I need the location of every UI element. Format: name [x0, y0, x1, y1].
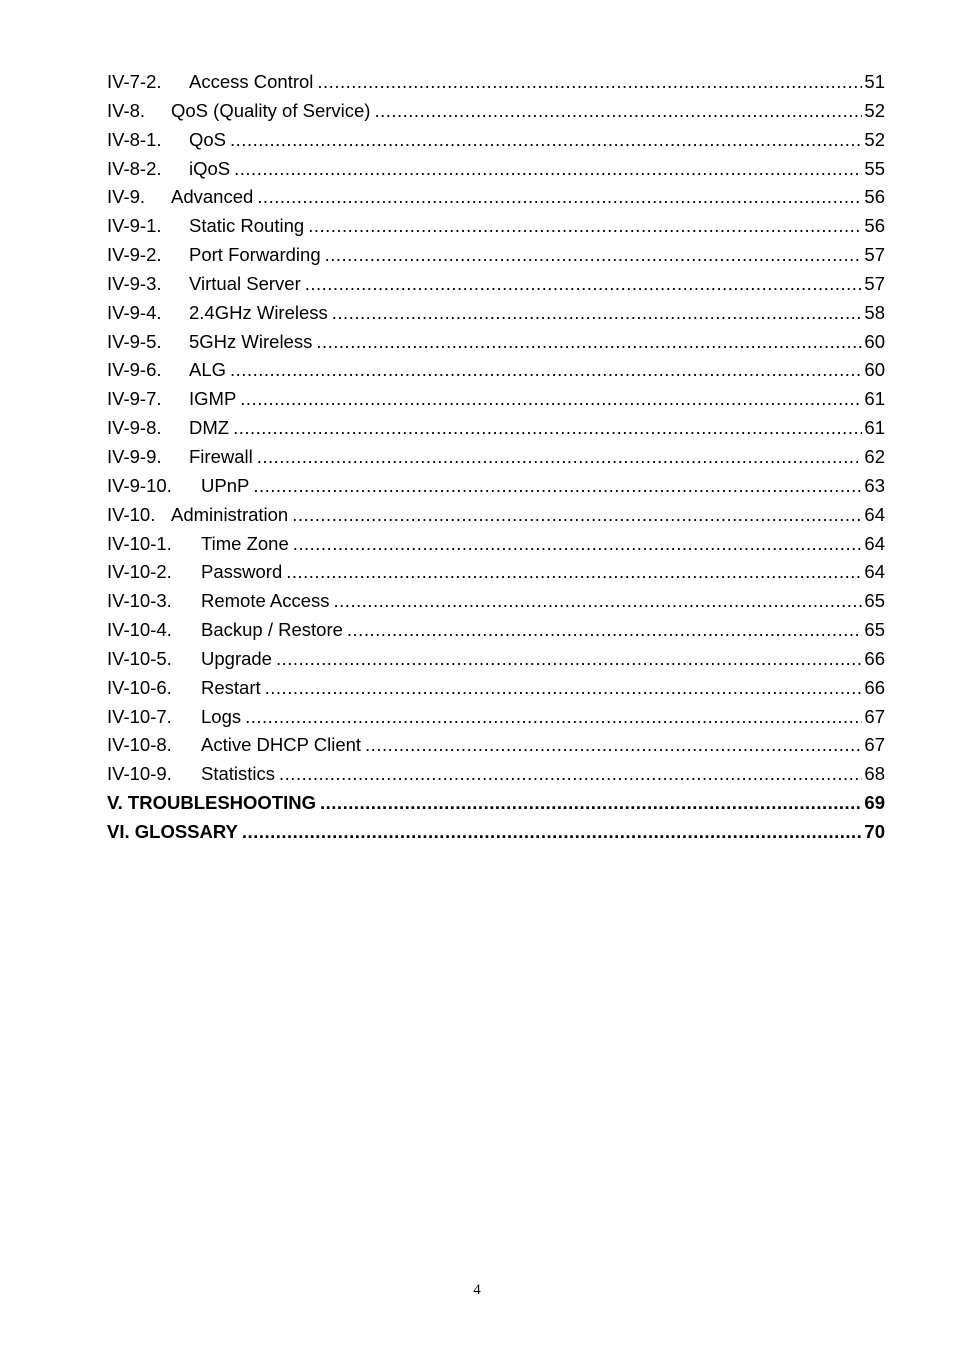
toc-dot-leader: [240, 385, 862, 414]
toc-dot-leader: [305, 270, 863, 299]
toc-entry[interactable]: [107, 818, 885, 847]
toc-entry-number: IV-10-8.: [107, 734, 172, 756]
toc-entry-title: V. TROUBLESHOOTING: [107, 792, 317, 814]
toc-entry-page: 66: [864, 676, 885, 698]
toc-entry-title: Logs: [201, 705, 242, 727]
toc-entry-number: IV-10-3.: [107, 590, 172, 612]
toc-dot-leader: [374, 97, 862, 126]
toc-entry-page: 51: [864, 71, 885, 92]
toc-entry-number: IV-9-10.: [107, 474, 172, 496]
toc-dot-leader: [230, 356, 862, 385]
toc-entry-title: iQoS: [189, 157, 231, 179]
toc-entry-number: IV-8-2.: [107, 157, 162, 179]
toc-entry-page: 61: [864, 417, 885, 439]
toc-entry-page: 65: [864, 619, 885, 641]
toc-entry-title: Upgrade: [201, 647, 272, 669]
toc-entry-number: IV-9-2.: [107, 244, 162, 266]
toc-entry-number: IV-10-2.: [107, 561, 172, 583]
toc-entry-title: Active DHCP Client: [201, 734, 362, 756]
toc-entry-number: IV-7-2.: [107, 71, 162, 92]
toc-entry-number: IV-9-3.: [107, 272, 162, 294]
toc-entry[interactable]: [107, 731, 885, 760]
toc-entry[interactable]: [107, 530, 885, 559]
toc-entry-number: IV-9-1.: [107, 215, 162, 237]
toc-entry-title: Remote Access: [201, 590, 330, 612]
toc-entry-page: 62: [864, 445, 885, 467]
toc-entry[interactable]: [107, 472, 885, 501]
toc-dot-leader: [317, 68, 862, 97]
toc-entry-page: 57: [864, 244, 885, 266]
toc-dot-leader: [245, 703, 862, 732]
toc-dot-leader: [316, 328, 862, 357]
toc-entry-number: IV-10-9.: [107, 763, 172, 785]
toc-entry-page: 67: [864, 705, 885, 727]
toc-entry[interactable]: [107, 501, 885, 530]
toc-entry-title: QoS: [189, 128, 227, 150]
toc-entry-page: 55: [864, 157, 885, 179]
toc-entry[interactable]: [107, 183, 885, 212]
toc-entry-number: IV-9-9.: [107, 445, 162, 467]
toc-entry-title: 2.4GHz Wireless: [189, 301, 328, 323]
toc-dot-leader: [234, 155, 862, 184]
toc-entry-number: IV-10-5.: [107, 647, 172, 669]
toc-entry-title: Password: [201, 561, 283, 583]
toc-dot-leader: [242, 818, 863, 847]
toc-entry-title: Port Forwarding: [189, 244, 321, 266]
toc-entry[interactable]: [107, 760, 885, 789]
toc-entry-title: VI. GLOSSARY: [107, 820, 238, 842]
toc-entry[interactable]: [107, 328, 885, 357]
toc-entry[interactable]: [107, 616, 885, 645]
toc-dot-leader: [257, 183, 862, 212]
toc-entry[interactable]: [107, 241, 885, 270]
toc-entry[interactable]: [107, 789, 885, 818]
toc-entry-title: Statistics: [201, 763, 276, 785]
toc-entry-number: IV-8.: [107, 99, 146, 121]
toc-entry-page: 56: [864, 215, 885, 237]
toc-entry-page: 64: [864, 503, 885, 525]
toc-dot-leader: [286, 558, 862, 587]
toc-entry-title: Backup / Restore: [201, 619, 343, 641]
toc-entry-page: 67: [864, 734, 885, 756]
toc-entry-page: 61: [864, 388, 885, 410]
toc-entry[interactable]: [107, 212, 885, 241]
toc-entry-page: 68: [864, 763, 885, 785]
toc-entry[interactable]: [107, 126, 885, 155]
toc-dot-leader: [334, 587, 863, 616]
toc-entry[interactable]: [107, 674, 885, 703]
toc-entry-title: Time Zone: [201, 532, 289, 554]
toc-entry-title: 5GHz Wireless: [189, 330, 313, 352]
toc-entry-page: 65: [864, 590, 885, 612]
table-of-contents: [107, 68, 885, 847]
toc-entry-page: 60: [864, 330, 885, 352]
toc-entry-number: IV-9.: [107, 186, 146, 208]
toc-entry-title: Restart: [201, 676, 261, 698]
toc-dot-leader: [293, 530, 863, 559]
toc-dot-leader: [257, 443, 863, 472]
toc-entry-number: IV-10.: [107, 503, 156, 525]
toc-entry[interactable]: [107, 645, 885, 674]
toc-dot-leader: [325, 241, 863, 270]
toc-entry[interactable]: [107, 356, 885, 385]
toc-entry-title: Administration: [171, 503, 289, 525]
toc-entry-page: 58: [864, 301, 885, 323]
toc-entry-title: IGMP: [189, 388, 237, 410]
toc-entry-page: 52: [864, 128, 885, 150]
toc-dot-leader: [308, 212, 862, 241]
toc-entry-title: QoS (Quality of Service): [171, 99, 371, 121]
toc-dot-leader: [292, 501, 862, 530]
toc-dot-leader: [276, 645, 862, 674]
toc-dot-leader: [332, 299, 863, 328]
toc-entry-number: IV-10-7.: [107, 705, 172, 727]
toc-dot-leader: [320, 789, 862, 818]
toc-entry[interactable]: [107, 155, 885, 184]
toc-entry-number: IV-9-4.: [107, 301, 162, 323]
toc-entry-page: 64: [864, 532, 885, 554]
toc-entry-title: DMZ: [189, 417, 230, 439]
toc-dot-leader: [253, 472, 862, 501]
toc-entry-number: IV-9-8.: [107, 417, 162, 439]
toc-entry-title: UPnP: [201, 474, 250, 496]
toc-entry-title: Firewall: [189, 445, 253, 467]
toc-entry[interactable]: [107, 587, 885, 616]
toc-entry-title: Virtual Server: [189, 272, 301, 294]
toc-entry[interactable]: [107, 270, 885, 299]
toc-entry-page: 63: [864, 474, 885, 496]
toc-entry-number: IV-9-5.: [107, 330, 162, 352]
toc-entry-title: Access Control: [189, 71, 314, 92]
toc-entry-title: Static Routing: [189, 215, 305, 237]
toc-entry[interactable]: [107, 558, 885, 587]
toc-dot-leader: [233, 414, 862, 443]
toc-entry-page: 66: [864, 647, 885, 669]
toc-entry[interactable]: [107, 299, 885, 328]
toc-entry[interactable]: [107, 703, 885, 732]
toc-entry-number: IV-9-7.: [107, 388, 162, 410]
toc-entry-page: 60: [864, 359, 885, 381]
toc-entry-page: 56: [864, 186, 885, 208]
toc-entry-page: 69: [864, 792, 885, 814]
toc-entry-number: IV-10-4.: [107, 619, 172, 641]
toc-dot-leader: [265, 674, 863, 703]
toc-entry-page: 64: [864, 561, 885, 583]
toc-dot-leader: [347, 616, 863, 645]
page-number: 4: [473, 1282, 481, 1298]
toc-dot-leader: [365, 731, 862, 760]
toc-entry-number: IV-10-1.: [107, 532, 172, 554]
toc-entry-number: IV-10-6.: [107, 676, 172, 698]
toc-entry-number: IV-8-1.: [107, 128, 162, 150]
toc-dot-leader: [279, 760, 862, 789]
toc-entry-number: IV-9-6.: [107, 359, 162, 381]
toc-entry[interactable]: [107, 385, 885, 414]
toc-entry[interactable]: [107, 414, 885, 443]
toc-dot-leader: [230, 126, 862, 155]
toc-entry-page: 57: [864, 272, 885, 294]
toc-entry-page: 52: [864, 99, 885, 121]
toc-entry-page: 70: [864, 820, 885, 842]
toc-entry-title: Advanced: [171, 186, 254, 208]
toc-entry[interactable]: [107, 68, 885, 97]
toc-entry[interactable]: [107, 97, 885, 126]
toc-entry[interactable]: [107, 443, 885, 472]
toc-entry-title: ALG: [189, 359, 227, 381]
